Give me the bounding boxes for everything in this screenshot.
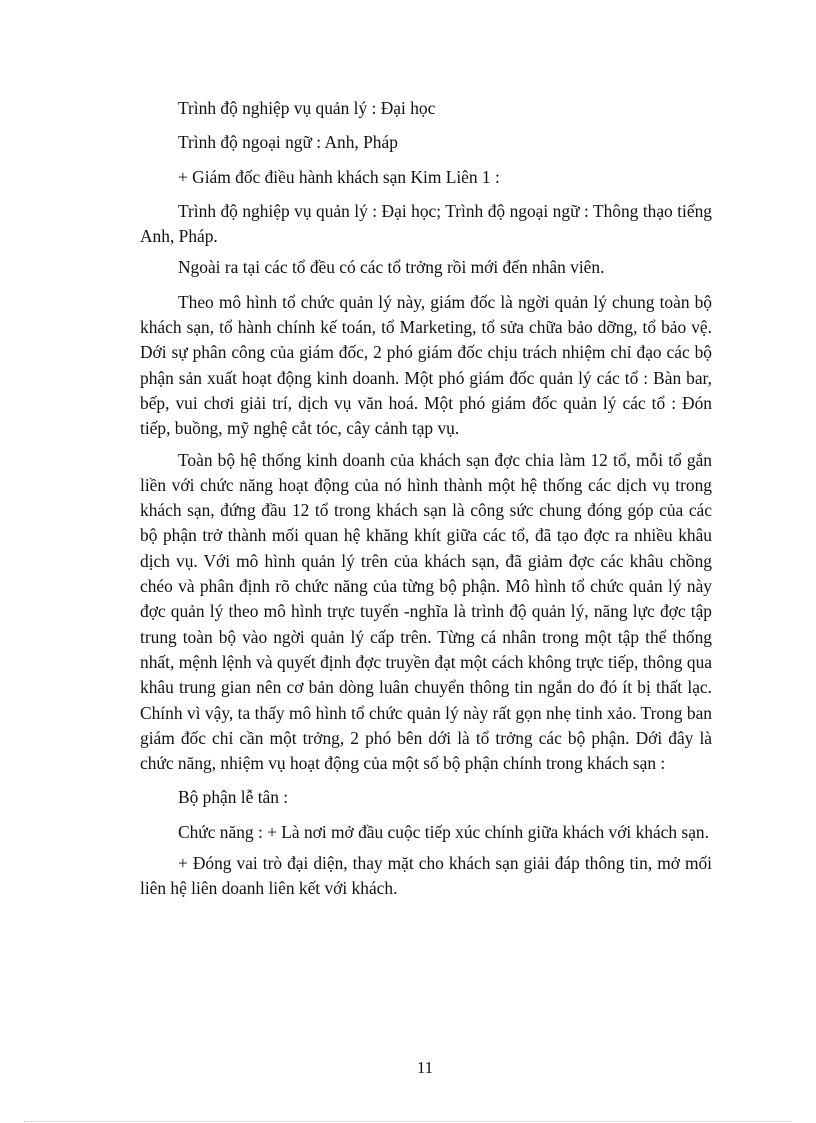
paragraph-2: Trình độ ngoại ngữ : Anh, Pháp bbox=[178, 132, 398, 153]
paragraph-7: Toàn bộ hệ thống kinh doanh của khách sạn đợc chia làm 12 tổ, mỗi tổ gắn liền với chức năng hoạt động của nó hình thành một hệ thống các dịch vụ trong khách sạn, đứng đầu 12 tổ trong khách sạn là công sức chung đóng góp của các bộ phận trở thành mối quan hệ khăng khít giữa các tổ, đã tạo đợc ra nhiều khâu dịch vụ. Với mô hình quản lý trên của khách sạn, đã giảm đợc các khâu chồng chéo và phân định rõ chức năng của từng bộ phận. Mô hình tổ chức quản lý này đợc quản lý theo mô hình trực tuyến -nghĩa là trình độ quản lý, năng lực đợc tập trung toàn bộ vào ngời quản lý cấp trên. Từng cá nhân trong một tập thể thống nhất, mệnh lệnh và quyết định đợc truyền đạt một cách không trực tiếp, thông qua khâu trung gian nên cơ bản dòng luân chuyển thông tin ngắn do đó ít bị thất lạc. Chính vì vậy, ta thấy mô hình tổ chức quản lý này rất gọn nhẹ tinh xảo. Trong ban giám đốc chỉ cần một trởng, 2 phó bên dới là tổ trởng các bộ phận. Dới đây là chức năng, nhiệm vụ hoạt động của một số bộ phận chính trong khách sạn : bbox=[140, 449, 712, 774]
paragraph-5: Ngoài ra tại các tổ đều có các tổ trởng rồi mới đến nhân viên. bbox=[178, 257, 605, 278]
paragraph-1: Trình độ nghiệp vụ quản lý : Đại học bbox=[178, 98, 436, 118]
paragraph-3: + Giám đốc điều hành khách sạn Kim Liên 1 : bbox=[178, 166, 500, 187]
paragraph-8: Bộ phận lễ tân : bbox=[178, 787, 289, 808]
paragraph-6: Theo mô hình tổ chức quản lý này, giám đốc là ngời quản lý chung toàn bộ khách sạn, tổ hành chính kế toán, tổ Marketing, tổ sửa chữa bảo dỡng, tổ bảo vệ. Dới sự phân công của giám đốc, 2 phó giám đốc chịu trách nhiệm chỉ đạo các bộ phận sản xuất hoạt động kinh doanh. Một phó giám đốc quản lý các tổ : Bàn bar, bếp, vui chơi giải trí, dịch vụ văn hoá. Một phó giám đốc quản lý các tổ : Đón tiếp, buồng, mỹ nghệ cắt tóc, cây cảnh tạp vụ. bbox=[140, 291, 712, 439]
paragraph-4: Trình độ nghiệp vụ quản lý : Đại học; Trình độ ngoại ngữ : Thông thạo tiếng Anh, Pháp. bbox=[140, 200, 712, 247]
page-number: 11 bbox=[416, 1058, 434, 1077]
paragraph-10: + Đóng vai trò đại diện, thay mặt cho khách sạn giải đáp thông tin, mở mối liên hệ liên doanh liên kết với khách. bbox=[140, 853, 712, 899]
body-text bbox=[140, 96, 712, 911]
page-bottom-border bbox=[24, 1121, 792, 1122]
paragraph-9: Chức năng : + Là nơi mở đầu cuộc tiếp xúc chính giữa khách với khách sạn. bbox=[178, 821, 709, 842]
